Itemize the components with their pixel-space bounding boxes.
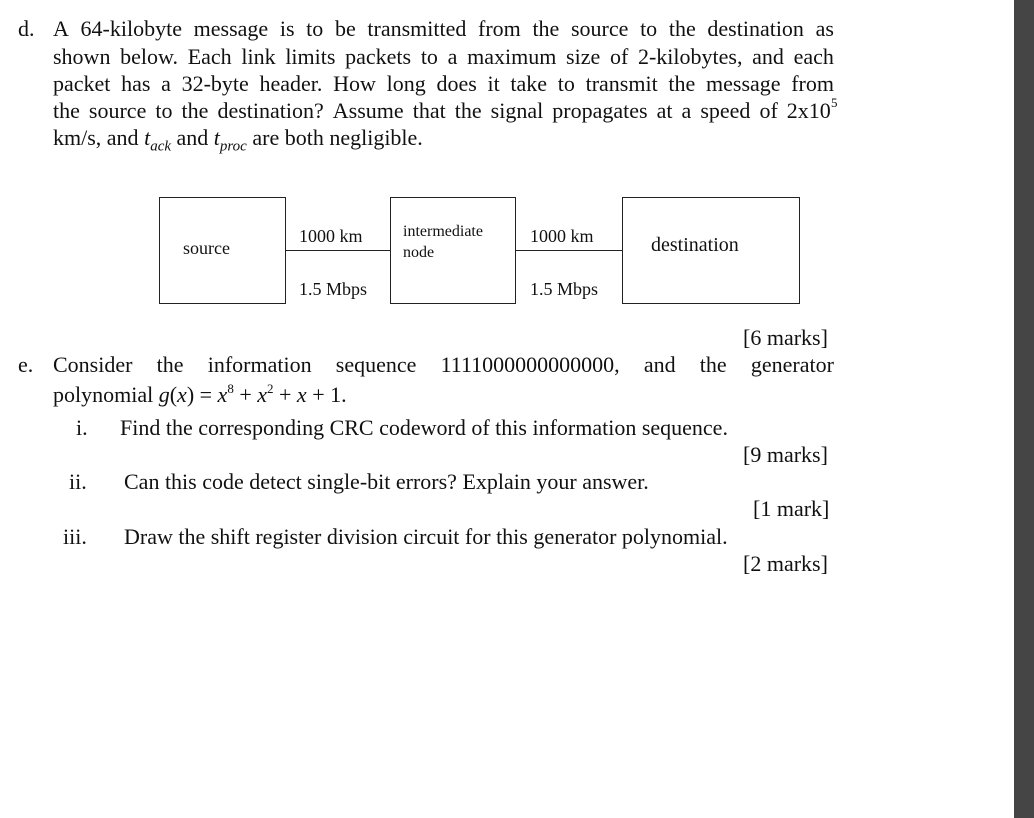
poly-g: g: [158, 382, 170, 407]
word: from: [478, 16, 521, 41]
window-edge-scrollbar[interactable]: [1014, 0, 1034, 818]
word: to: [640, 16, 658, 41]
intermediate-label-1: intermediate: [403, 223, 483, 240]
word: the: [532, 16, 560, 41]
word: shown: [53, 44, 111, 69]
polynomial-line: [53, 382, 347, 408]
word: at: [656, 98, 673, 123]
word: source: [570, 16, 629, 41]
word: speed: [700, 98, 751, 123]
word: generator: [750, 352, 834, 377]
line5-prefix: km/s, and: [53, 125, 145, 150]
word: has: [121, 71, 151, 96]
word: header.: [259, 71, 323, 96]
word: Assume: [332, 98, 404, 123]
question-d-label: d.: [18, 16, 35, 41]
word: the: [181, 98, 209, 123]
item-iii-text: Draw the shift register division circuit for this generator polynomial.: [124, 524, 728, 549]
word: information: [207, 352, 312, 377]
word: How: [333, 71, 376, 96]
source-label: source: [183, 238, 230, 258]
link-1-distance: 1000 km: [299, 226, 363, 246]
word: message: [193, 16, 269, 41]
question-e-label: e.: [18, 352, 34, 377]
word: A: [53, 16, 69, 41]
destination-label: destination: [651, 234, 739, 256]
link-1-rate: 1.5 Mbps: [299, 279, 368, 299]
poly-x2: x: [257, 382, 267, 407]
word: that: [412, 98, 446, 123]
word: long: [386, 71, 426, 96]
word: destination: [707, 16, 804, 41]
word: sequence: [335, 352, 417, 377]
word: below.: [120, 44, 178, 69]
word: each: [793, 44, 834, 69]
word: size: [566, 44, 601, 69]
word: the: [699, 352, 727, 377]
question-d-line-4-words: [53, 98, 831, 124]
word: transmit: [585, 71, 658, 96]
word: signal: [490, 98, 544, 123]
word: the: [668, 71, 696, 96]
poly-x1: x: [296, 382, 307, 407]
word: source: [88, 98, 147, 123]
word: is: [279, 16, 295, 41]
question-d-marks: [6 marks]: [743, 325, 828, 350]
word: 32-byte: [181, 71, 249, 96]
item-i-text: Find the corresponding CRC codeword of this information sequence.: [120, 415, 728, 440]
link-2-rate: 1.5 Mbps: [530, 279, 599, 299]
item-i-number: i.: [76, 415, 88, 440]
poly-plus-2: +: [273, 382, 297, 407]
word: does: [436, 71, 477, 96]
poly-open: (: [169, 382, 178, 407]
poly-close: ) =: [186, 382, 218, 407]
question-d-line-4: [53, 98, 831, 124]
item-ii-text: Can this code detect single-bit errors? Explain your answer.: [124, 469, 649, 494]
word: be: [334, 16, 356, 41]
word: propagates: [552, 98, 648, 123]
word: 2x10: [786, 98, 831, 123]
word: and: [752, 44, 784, 69]
word: maximum: [467, 44, 557, 69]
line5-mid: and: [171, 125, 214, 150]
word: 64-kilobyte: [80, 16, 182, 41]
poly-exp2: 2: [267, 381, 274, 396]
word: the: [668, 16, 696, 41]
word: Each: [187, 44, 232, 69]
question-d-line-2: [53, 44, 834, 70]
word: to: [420, 44, 438, 69]
word: 1111000000000000,: [440, 352, 620, 377]
word: the: [454, 98, 482, 123]
poly-prefix: polynomial: [53, 382, 159, 407]
link-2-line: [516, 250, 622, 251]
link-1-line: [286, 250, 390, 251]
line5-suffix: are both negligible.: [246, 125, 423, 150]
link-2-distance: 1000 km: [530, 226, 594, 246]
question-e-line-1-words: [53, 352, 834, 378]
word: packet: [53, 71, 111, 96]
poly-exp8: 8: [227, 381, 234, 396]
word: a: [161, 71, 171, 96]
question-d-line-3-words: [53, 71, 834, 97]
word: to: [155, 98, 173, 123]
question-d-line-3: [53, 71, 834, 97]
word: to: [557, 71, 575, 96]
intermediate-label-2: node: [403, 244, 435, 261]
word: a: [447, 44, 458, 69]
item-iii-number: iii.: [63, 524, 87, 549]
word: destination?: [217, 98, 324, 123]
question-d-line-1: [53, 16, 834, 42]
word: of: [759, 98, 778, 123]
question-d-line-1-words: [53, 16, 834, 42]
item-iii-marks: [2 marks]: [743, 551, 828, 576]
poly-x8: x: [217, 382, 228, 407]
poly-x: x: [177, 382, 187, 407]
poly-plus-1: +: [233, 382, 258, 407]
word: of: [609, 44, 629, 69]
word: to: [306, 16, 324, 41]
word: a: [681, 98, 692, 123]
word: 2-kilobytes,: [637, 44, 743, 69]
poly-tail: + 1.: [306, 382, 347, 407]
word: Consider: [53, 352, 133, 377]
item-ii-number: ii.: [69, 469, 87, 494]
t-proc-sub: proc: [219, 138, 247, 155]
question-d-line-2-words: [53, 44, 834, 70]
word: take: [510, 71, 548, 96]
t-proc-base: t: [213, 125, 220, 150]
item-ii-marks: [1 mark]: [753, 496, 830, 521]
t-ack-sub: ack: [150, 138, 172, 155]
word: link: [241, 44, 276, 69]
word: the: [156, 352, 184, 377]
item-i-marks: [9 marks]: [743, 442, 828, 467]
word: as: [815, 16, 834, 41]
word: transmitted: [367, 16, 467, 41]
speed-exponent-value: 5: [831, 95, 838, 110]
word: message: [706, 71, 781, 96]
question-d-line-5: [53, 125, 423, 155]
word: it: [487, 71, 500, 96]
word: from: [791, 71, 834, 96]
word: and: [643, 352, 676, 377]
word: the: [53, 98, 80, 123]
word: limits: [285, 44, 336, 69]
speed-exponent: [831, 96, 838, 122]
question-e-line-1: [53, 352, 834, 378]
t-ack-base: t: [144, 125, 151, 150]
word: packets: [345, 44, 412, 69]
